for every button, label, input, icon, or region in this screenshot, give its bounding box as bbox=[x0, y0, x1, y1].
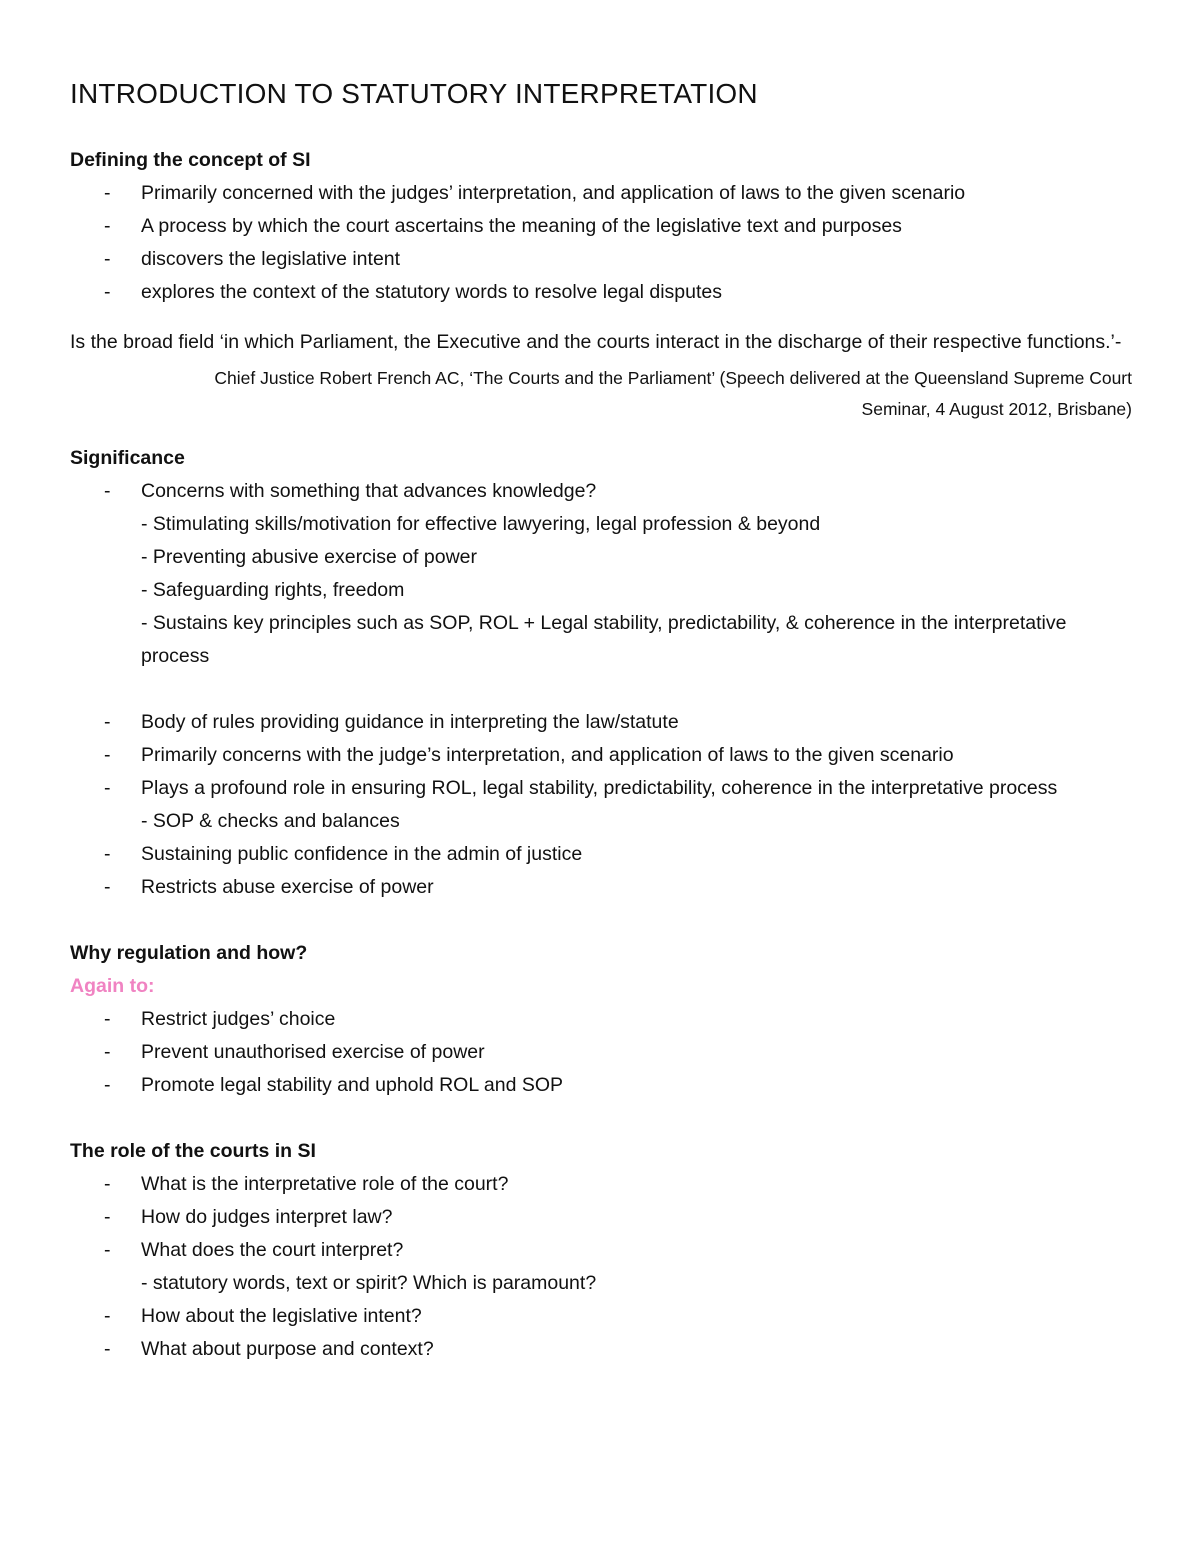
subheading-again-to: Again to: bbox=[70, 975, 155, 997]
sub-list-item: - statutory words, text or spirit? Which is paramount? bbox=[141, 1272, 597, 1294]
list-item: - Concerns with something that advances knowledge? bbox=[70, 475, 1132, 508]
sub-list-item: - Safeguarding rights, freedom bbox=[141, 579, 405, 601]
list-item: - How about the legislative intent? bbox=[70, 1300, 1132, 1333]
list-item: - A process by which the court ascertains the meaning of the legislative text and purposes bbox=[70, 210, 1132, 243]
list-item: - Restricts abuse exercise of power bbox=[70, 871, 1132, 904]
quote-attribution-line: Chief Justice Robert French AC, ‘The Courts and the Parliament’ (Speech delivered at the Queensland Supreme Court bbox=[214, 368, 1132, 388]
quote-attribution-line: Seminar, 4 August 2012, Brisbane) bbox=[861, 399, 1132, 419]
list-item: - Restrict judges’ choice bbox=[70, 1003, 1132, 1036]
section-heading-courts: The role of the courts in SI bbox=[70, 1140, 316, 1162]
list-item: - Body of rules providing guidance in interpreting the law/statute bbox=[70, 706, 1132, 739]
list-item: - Plays a profound role in ensuring ROL, legal stability, predictability, coherence in the interpretative process bbox=[70, 772, 1132, 805]
sub-list-item: - Stimulating skills/motivation for effective lawyering, legal profession & beyond bbox=[141, 513, 821, 535]
list-item: - explores the context of the statutory words to resolve legal disputes bbox=[70, 276, 1132, 309]
sub-list-item: - SOP & checks and balances bbox=[141, 810, 400, 832]
list-item: - What is the interpretative role of the court? bbox=[70, 1168, 1132, 1201]
list-item: - What does the court interpret? bbox=[70, 1234, 1132, 1267]
sub-list-item: - Sustains key principles such as SOP, ROL + Legal stability, predictability, & coherence in the interpretative process bbox=[141, 612, 1067, 667]
section-heading-definition: Defining the concept of SI bbox=[70, 149, 311, 171]
list-item: - How do judges interpret law? bbox=[70, 1201, 1132, 1234]
list-item: - What about purpose and context? bbox=[70, 1333, 1132, 1366]
quote-attribution bbox=[70, 363, 1132, 425]
quote-paragraph: Is the broad field ‘in which Parliament, the Executive and the courts interact in the discharge of their respective functions.’- bbox=[70, 331, 1122, 353]
list-item: - Primarily concerns with the judge’s interpretation, and application of laws to the given scenario bbox=[70, 739, 1132, 772]
list-item: - Sustaining public confidence in the admin of justice bbox=[70, 838, 1132, 871]
list-item: - Promote legal stability and uphold ROL and SOP bbox=[70, 1069, 1132, 1102]
document-title: INTRODUCTION TO STATUTORY INTERPRETATION bbox=[70, 78, 758, 109]
list-item: - Prevent unauthorised exercise of power bbox=[70, 1036, 1132, 1069]
sub-list-item: - Preventing abusive exercise of power bbox=[141, 546, 478, 568]
section-heading-regulation: Why regulation and how? bbox=[70, 942, 308, 964]
list-item: - Primarily concerned with the judges’ interpretation, and application of laws to the given scenario bbox=[70, 177, 1132, 210]
document-page bbox=[70, 74, 1132, 1366]
list-item: - discovers the legislative intent bbox=[70, 243, 1132, 276]
section-heading-significance: Significance bbox=[70, 447, 185, 469]
